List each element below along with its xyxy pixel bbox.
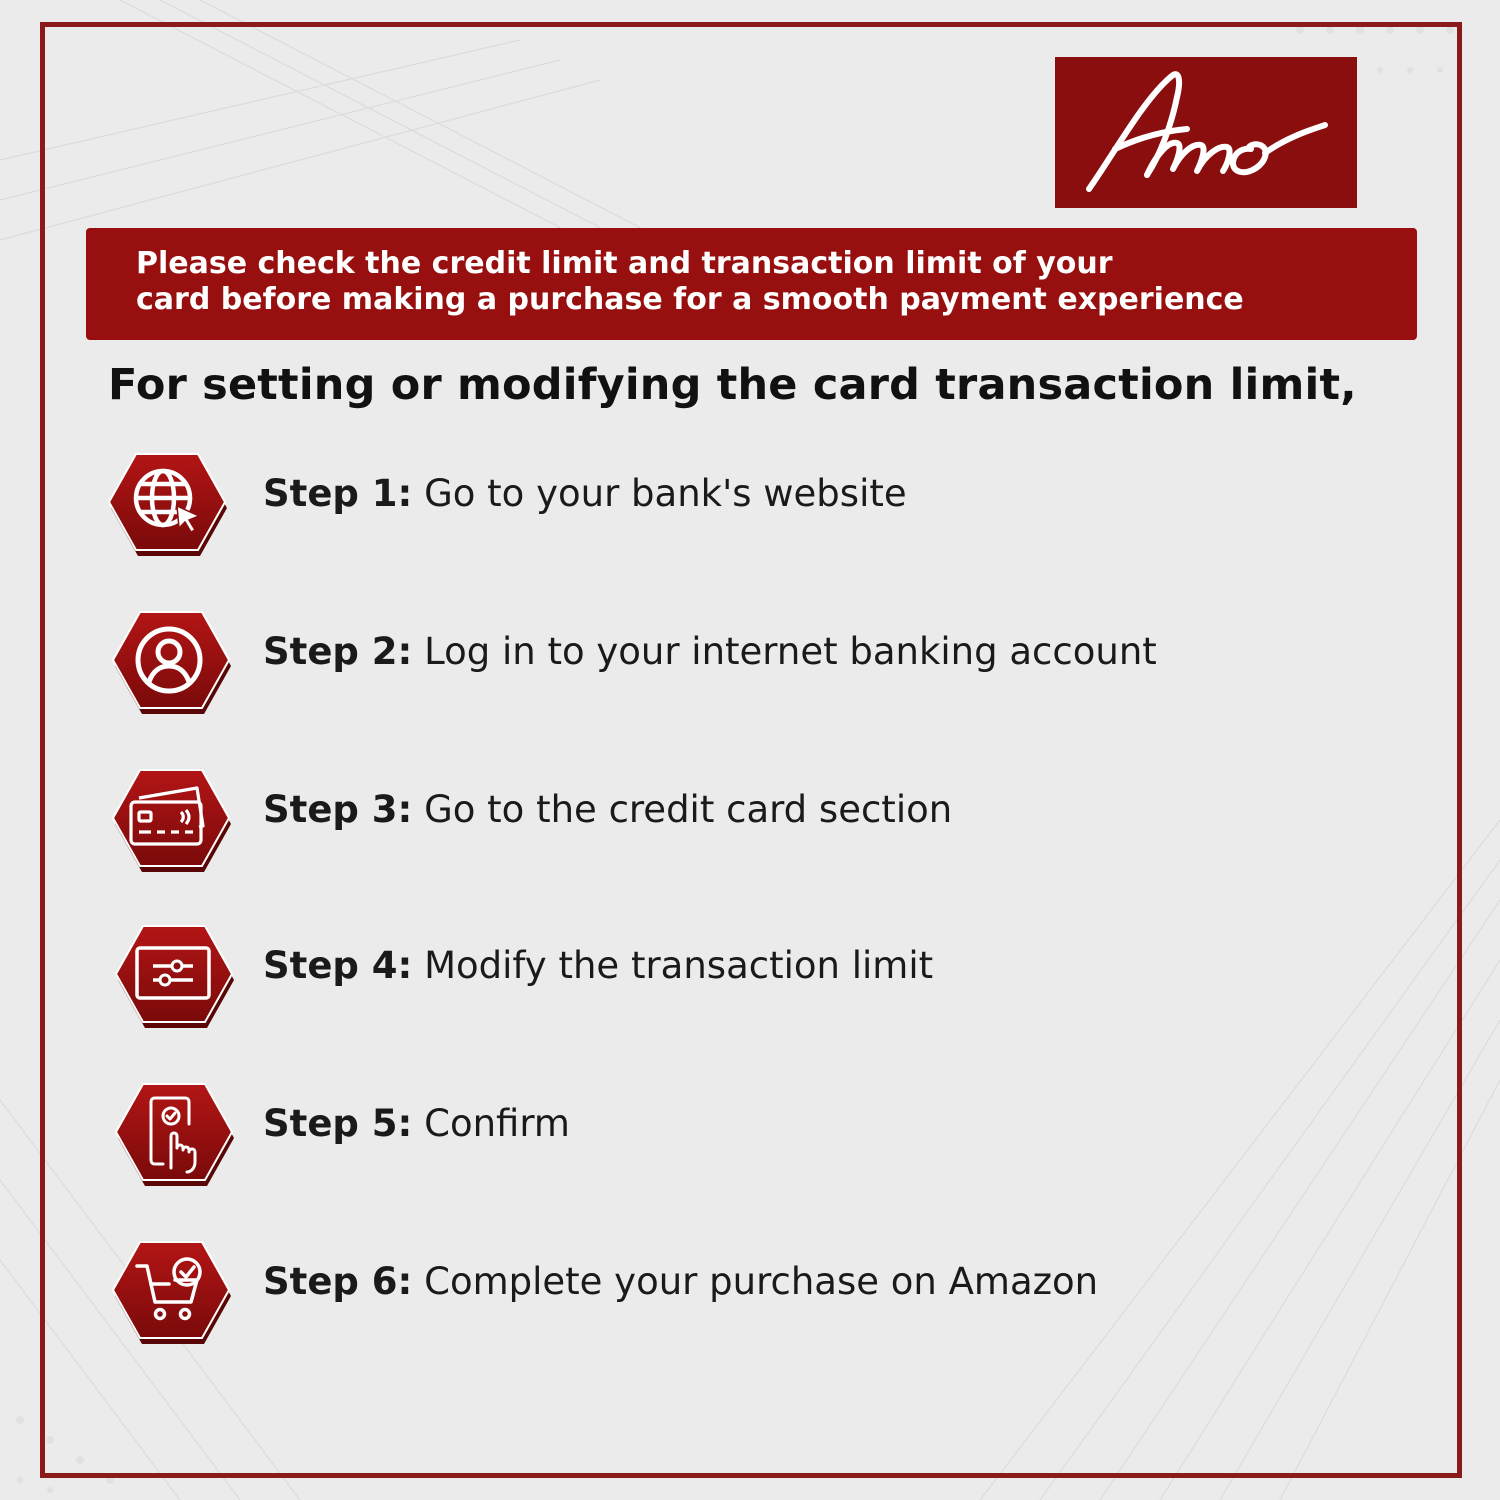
credit-card-icon: [105, 766, 229, 874]
step-6: [105, 1238, 1405, 1348]
brand-logo: [1055, 57, 1357, 208]
step-2-text: [263, 630, 1157, 673]
step-2-label: Step 2:: [263, 630, 413, 673]
banner-line-1: Please check the credit limit and transaction limit of your: [136, 246, 1113, 281]
step-6-label: Step 6:: [263, 1260, 413, 1303]
step-3-text: [263, 788, 952, 831]
step-6-description: Complete your purchase on Amazon: [412, 1260, 1099, 1303]
user-icon: [105, 608, 229, 716]
step-3-label: Step 3:: [263, 788, 413, 831]
page-heading: For setting or modifying the card transaction limit,: [108, 360, 1357, 410]
step-4-label: Step 4:: [263, 944, 413, 987]
globe-cursor-icon: [105, 450, 229, 558]
step-2-description: Log in to your internet banking account: [412, 630, 1157, 673]
cart-check-icon: [105, 1238, 229, 1346]
step-5-text: [263, 1102, 570, 1145]
step-1-label: Step 1:: [263, 472, 413, 515]
step-2: [105, 608, 1405, 718]
step-4-text: [263, 944, 933, 987]
notice-banner: [86, 228, 1417, 340]
step-6-text: [263, 1260, 1098, 1303]
banner-line-2: card before making a purchase for a smooth payment experience: [136, 282, 1244, 317]
step-3-description: Go to the credit card section: [412, 788, 953, 831]
step-4-description: Modify the transaction limit: [412, 944, 934, 987]
step-1-description: Go to your bank's website: [412, 472, 907, 515]
phone-tap-icon: [105, 1080, 229, 1188]
step-3: [105, 766, 1405, 876]
step-1: [105, 450, 1405, 560]
step-1-text: [263, 472, 907, 515]
step-5: [105, 1080, 1405, 1190]
step-4: [105, 922, 1405, 1032]
step-5-description: Confirm: [412, 1102, 570, 1145]
amo-signature-logo: [1055, 57, 1357, 208]
sliders-icon: [105, 922, 229, 1030]
step-5-label: Step 5:: [263, 1102, 413, 1145]
